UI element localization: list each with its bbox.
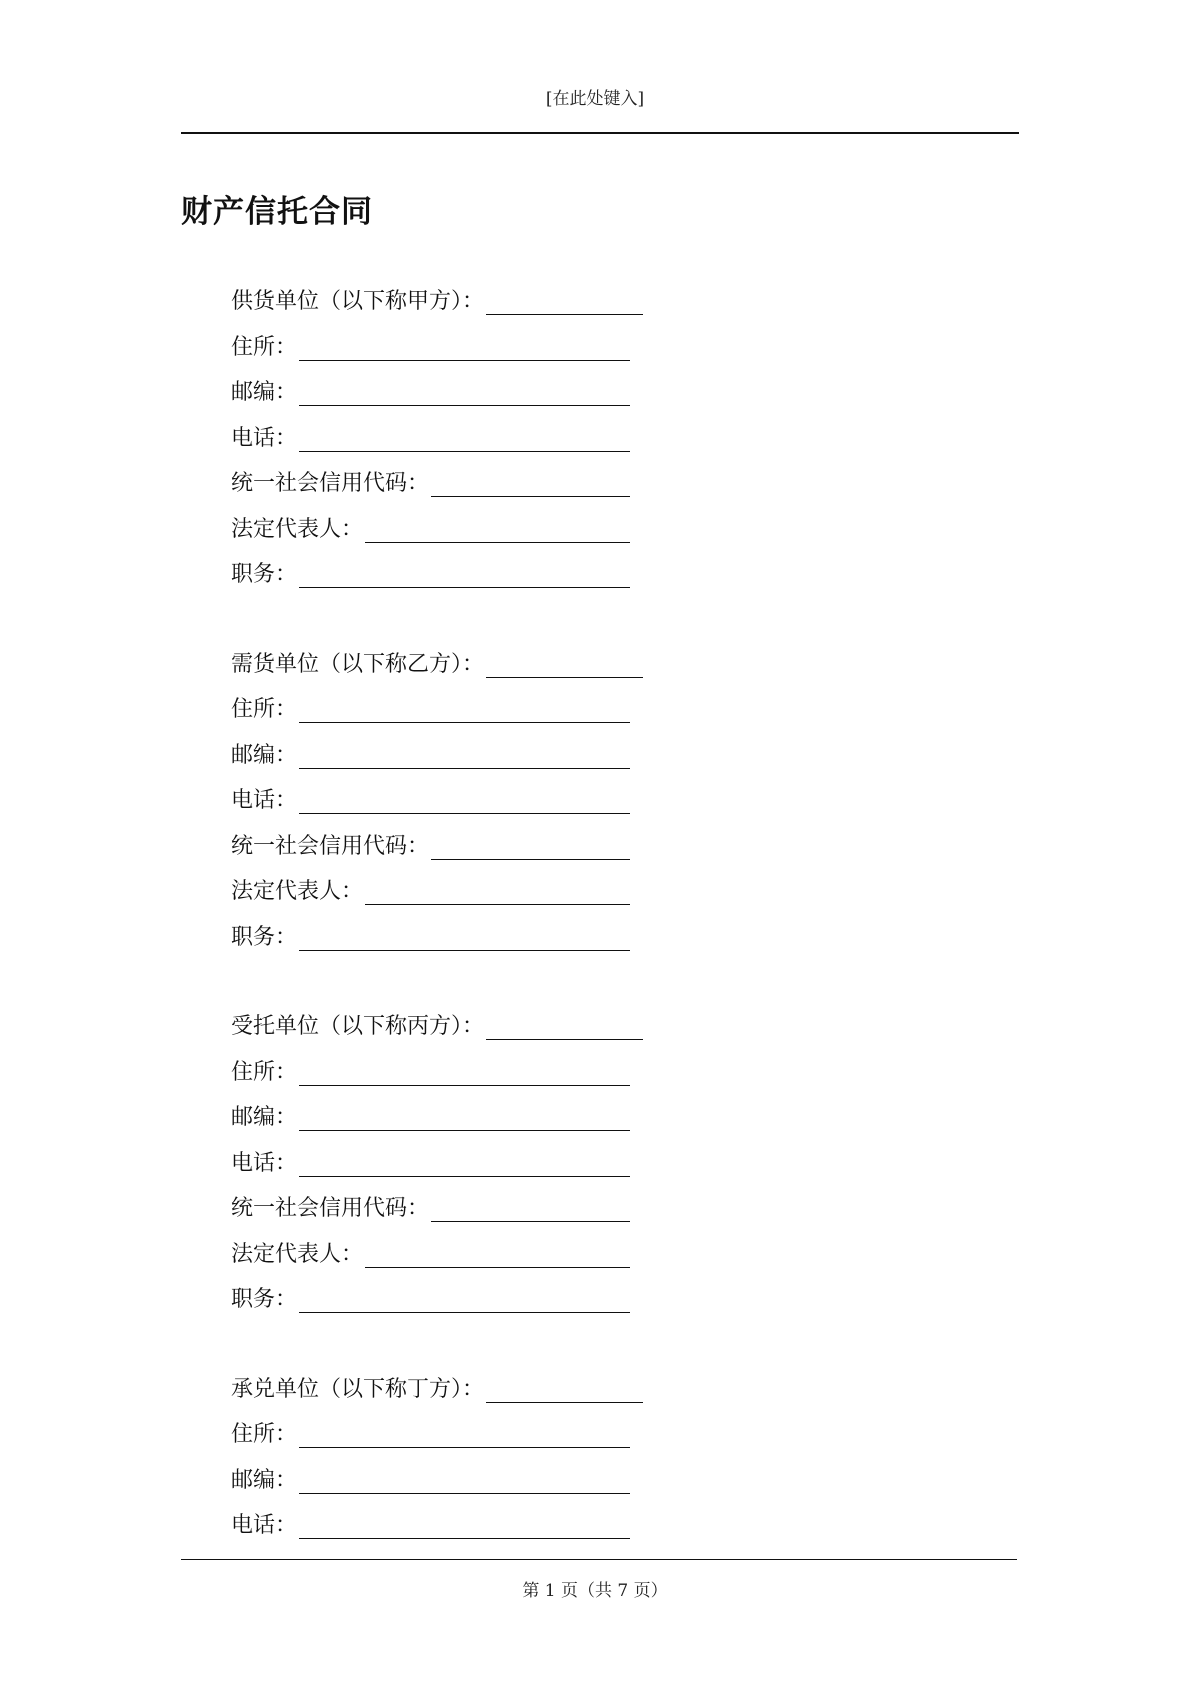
field-row xyxy=(231,1196,643,1242)
fill-in-blank[interactable] xyxy=(299,1105,630,1131)
party-name-blank[interactable] xyxy=(486,289,643,315)
fill-in-blank[interactable] xyxy=(299,380,630,406)
field-label: 邮编： xyxy=(231,380,298,405)
field-row xyxy=(231,426,643,472)
fill-in-blank[interactable] xyxy=(299,1287,630,1313)
footer-divider xyxy=(181,1559,1017,1560)
field-label: 统一社会信用代码： xyxy=(231,1196,430,1221)
field-row xyxy=(231,517,643,563)
document-title: 财产信托合同 xyxy=(181,194,373,230)
fill-in-blank[interactable] xyxy=(365,1242,630,1268)
party-heading-label: 需货单位（以下称乙方）： xyxy=(231,651,485,677)
party-name-blank[interactable] xyxy=(486,1377,643,1403)
field-label: 统一社会信用代码： xyxy=(231,833,430,859)
field-row xyxy=(231,788,643,834)
field-row xyxy=(231,925,643,971)
fill-in-blank[interactable] xyxy=(365,879,630,905)
party-section xyxy=(231,652,643,971)
party-heading-label: 供货单位（以下称甲方）： xyxy=(231,289,485,314)
fill-in-blank[interactable] xyxy=(299,1151,630,1177)
field-row xyxy=(231,834,643,880)
party-heading-row xyxy=(231,1014,643,1060)
field-row xyxy=(231,1287,643,1333)
party-section xyxy=(231,289,643,608)
page-header: [在此处键入] xyxy=(545,89,645,109)
fill-in-blank[interactable] xyxy=(431,471,630,497)
party-heading-row xyxy=(231,289,643,335)
field-label: 邮编： xyxy=(231,1467,298,1493)
field-row xyxy=(231,1468,643,1514)
fill-in-blank[interactable] xyxy=(299,426,630,452)
field-label: 电话： xyxy=(231,788,298,813)
fill-in-blank[interactable] xyxy=(299,925,630,951)
field-label: 住所： xyxy=(231,334,298,360)
party-name-blank[interactable] xyxy=(486,652,643,678)
field-row xyxy=(231,562,643,608)
fill-in-blank[interactable] xyxy=(299,335,630,361)
field-row xyxy=(231,1513,643,1559)
field-row xyxy=(231,879,643,925)
party-section xyxy=(231,1014,643,1333)
fill-in-blank[interactable] xyxy=(299,1060,630,1086)
field-row xyxy=(231,335,643,381)
field-label: 电话： xyxy=(231,1513,298,1538)
field-row xyxy=(231,1060,643,1106)
field-label: 法定代表人： xyxy=(231,879,364,904)
field-label: 统一社会信用代码： xyxy=(231,471,430,496)
header-divider xyxy=(181,132,1019,134)
field-label: 邮编： xyxy=(231,742,298,768)
fill-in-blank[interactable] xyxy=(431,1196,630,1222)
field-label: 住所： xyxy=(231,1422,298,1447)
field-row xyxy=(231,1151,643,1197)
field-row xyxy=(231,697,643,743)
fill-in-blank[interactable] xyxy=(299,1513,630,1539)
fill-in-blank[interactable] xyxy=(299,1422,630,1448)
field-row xyxy=(231,743,643,789)
party-heading-row xyxy=(231,1377,643,1423)
fill-in-blank[interactable] xyxy=(299,743,630,769)
field-label: 法定代表人： xyxy=(231,516,364,542)
field-row xyxy=(231,1422,643,1468)
field-label: 职务： xyxy=(231,562,298,587)
field-label: 职务： xyxy=(231,1287,298,1312)
field-label: 住所： xyxy=(231,697,298,722)
field-row xyxy=(231,1242,643,1288)
party-heading-label: 受托单位（以下称丙方）： xyxy=(231,1014,485,1039)
fill-in-blank[interactable] xyxy=(299,697,630,723)
party-name-blank[interactable] xyxy=(486,1014,643,1040)
field-label: 法定代表人： xyxy=(231,1241,364,1267)
party-sections xyxy=(231,289,643,1559)
field-row xyxy=(231,1105,643,1151)
field-label: 住所： xyxy=(231,1059,298,1085)
field-row xyxy=(231,380,643,426)
fill-in-blank[interactable] xyxy=(365,517,630,543)
party-section xyxy=(231,1377,643,1559)
field-row xyxy=(231,471,643,517)
field-label: 电话： xyxy=(231,1150,298,1176)
page-footer: 第 1 页（共 7 页） xyxy=(522,1581,668,1601)
field-label: 职务： xyxy=(231,924,298,950)
fill-in-blank[interactable] xyxy=(299,788,630,814)
fill-in-blank[interactable] xyxy=(431,834,630,860)
fill-in-blank[interactable] xyxy=(299,1468,630,1494)
field-label: 电话： xyxy=(231,425,298,451)
fill-in-blank[interactable] xyxy=(299,562,630,588)
field-label: 邮编： xyxy=(231,1105,298,1130)
party-heading-row xyxy=(231,652,643,698)
party-heading-label: 承兑单位（以下称丁方）： xyxy=(231,1376,485,1402)
